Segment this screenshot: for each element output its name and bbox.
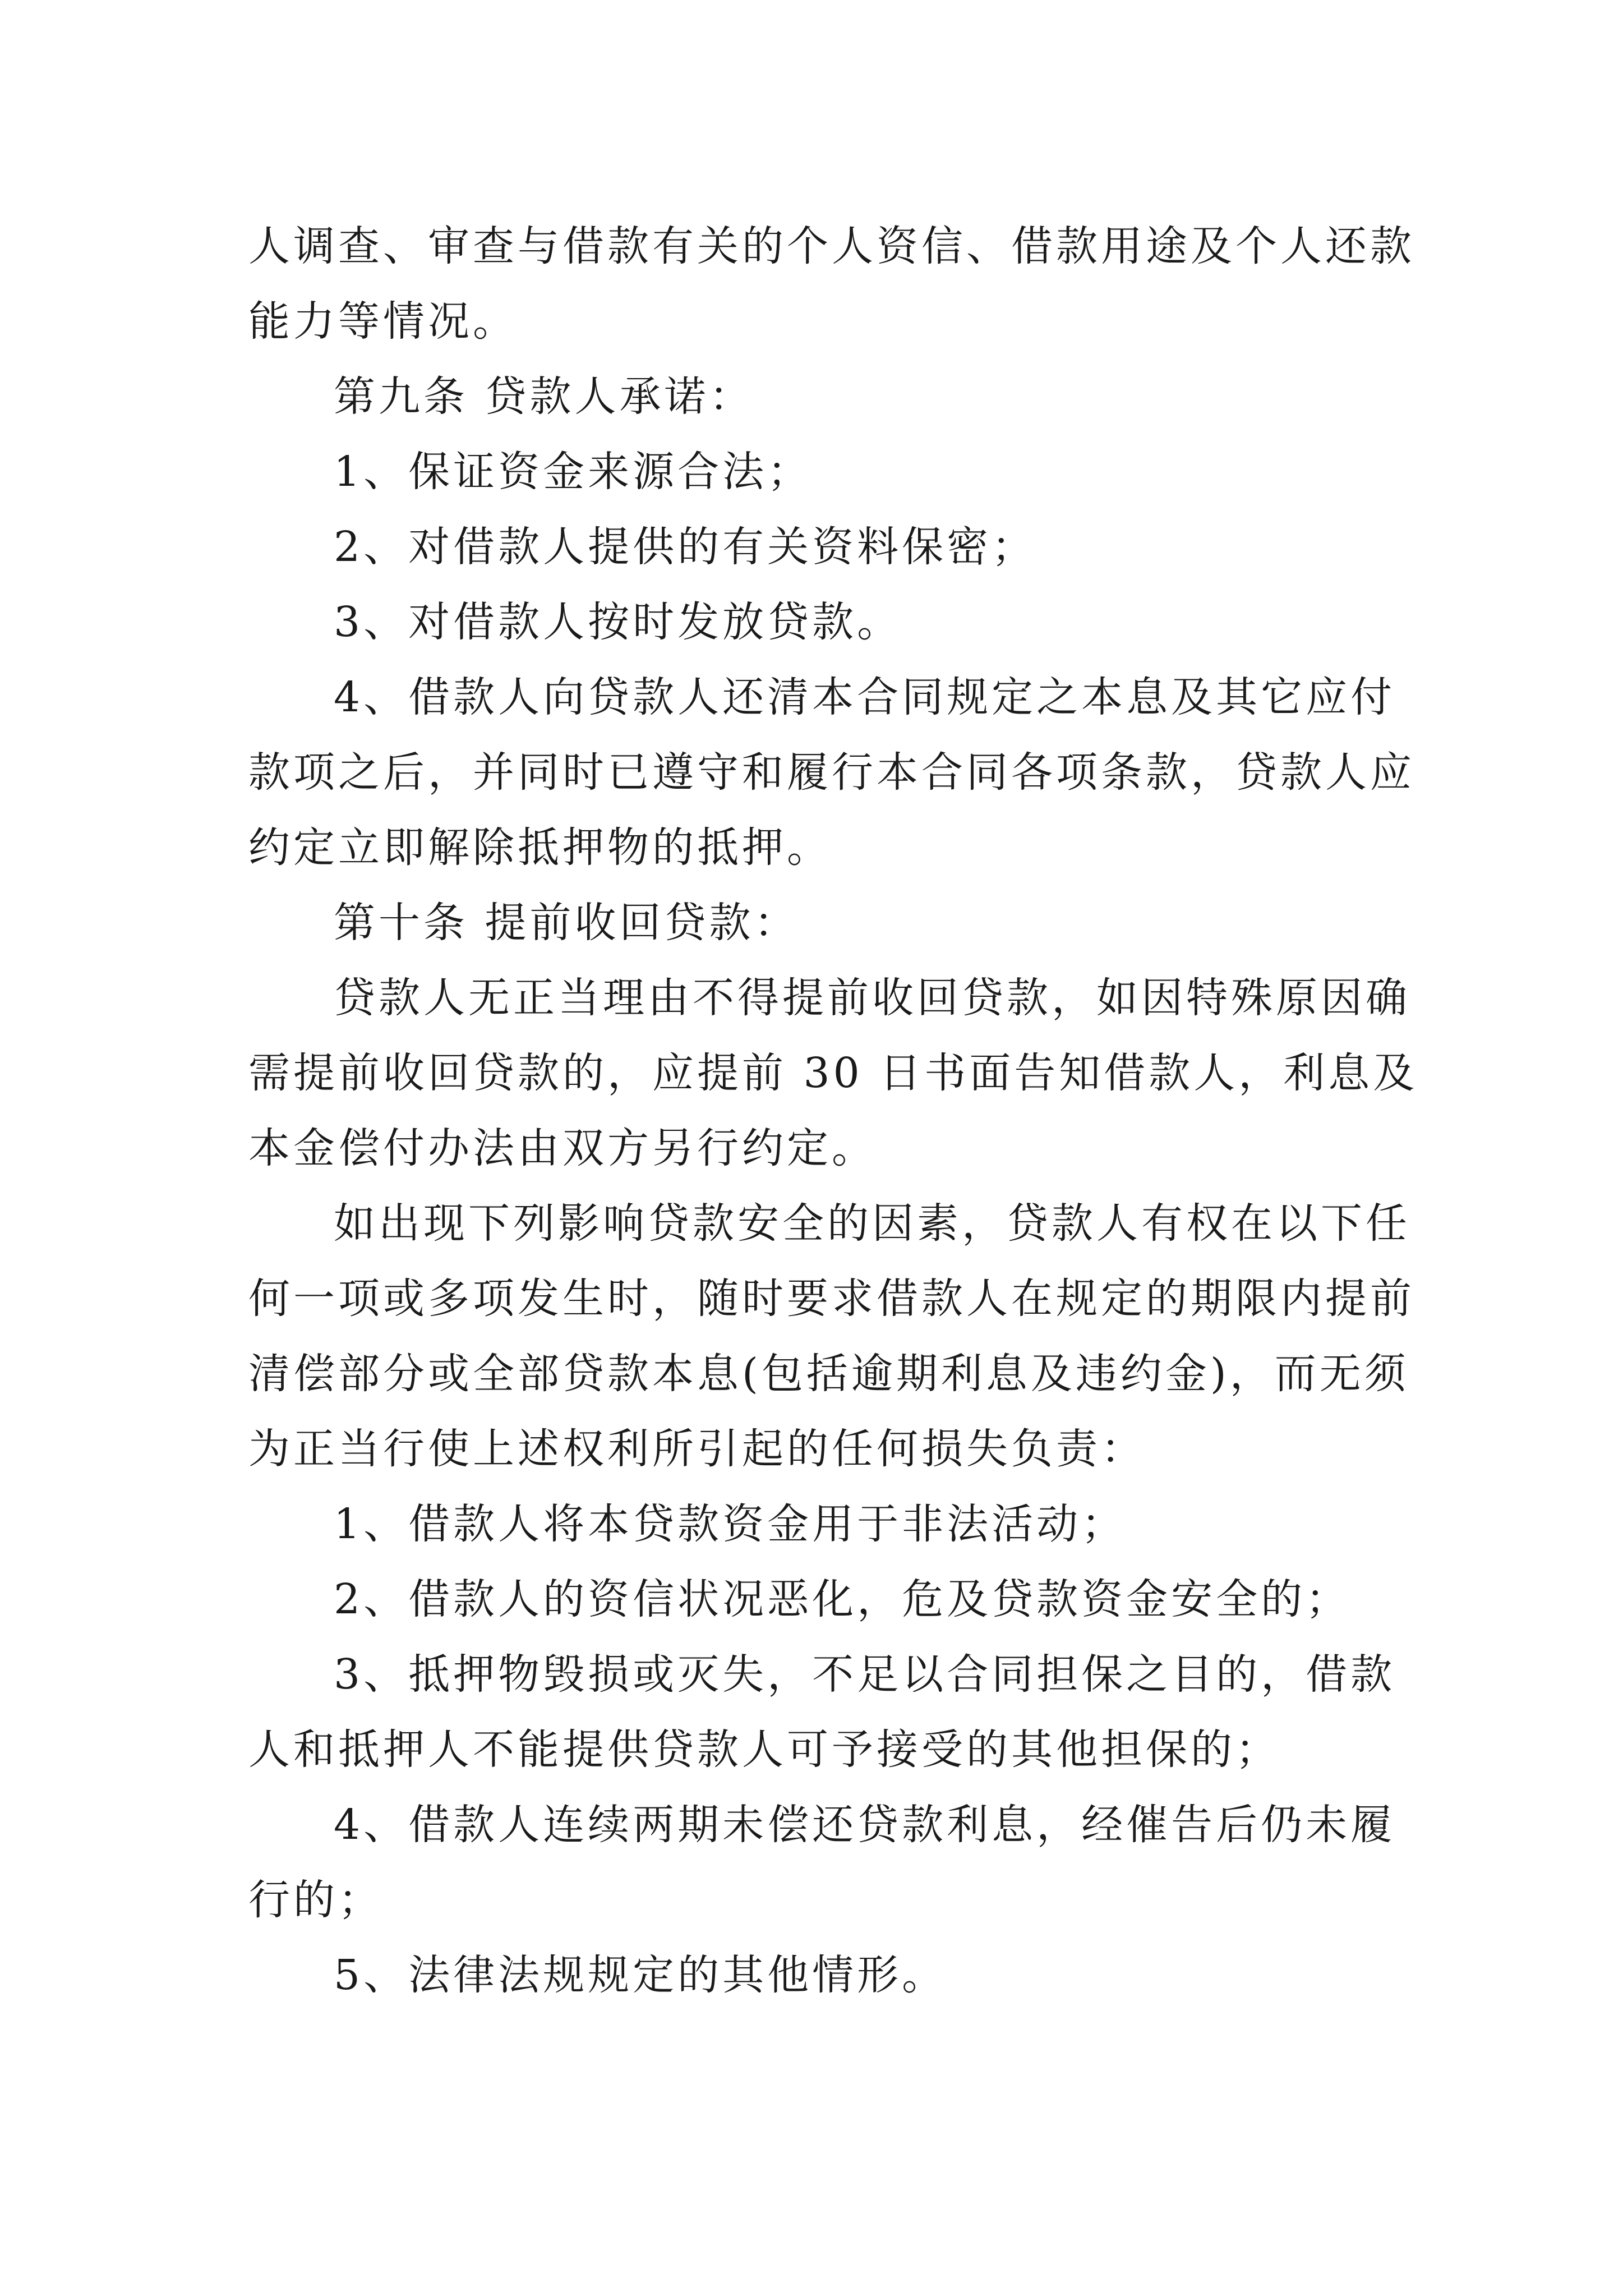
text-line: 本金偿付办法由双方另行约定。 bbox=[248, 1124, 877, 1172]
text-line: 行的； bbox=[248, 1876, 383, 1924]
text-line: 何一项或多项发生时，随时要求借款人在规定的期限内提前 bbox=[248, 1274, 1415, 1323]
text-line: 能力等情况。 bbox=[248, 297, 518, 346]
article-heading: 第十条 提前收回贷款： bbox=[334, 899, 799, 947]
list-item: 1、保证资金来源合法； bbox=[334, 448, 813, 496]
list-item: 3、抵押物毁损或灭失，不足以合同担保之目的，借款 bbox=[334, 1650, 1396, 1699]
text-line: 为正当行使上述权利所引起的任何损失负责： bbox=[248, 1425, 1146, 1473]
text-line: 人和抵押人不能提供贷款人可予接受的其他担保的； bbox=[248, 1726, 1280, 1774]
text-line: 清偿部分或全部贷款本息(包括逾期利息及违约金)，而无须 bbox=[248, 1350, 1409, 1398]
list-item: 5、法律法规规定的其他情形。 bbox=[334, 1951, 947, 1999]
document-body bbox=[248, 209, 1418, 2013]
paragraph-line: 如出现下列影响贷款安全的因素，贷款人有权在以下任 bbox=[334, 1199, 1410, 1248]
list-item: 1、借款人将本贷款资金用于非法活动； bbox=[334, 1500, 1127, 1548]
text-line: 约定立即解除抵押物的抵押。 bbox=[248, 823, 832, 872]
text-line: 需提前收回贷款的，应提前 30 日书面告知借款人，利息及 bbox=[248, 1049, 1418, 1097]
list-item: 2、借款人的资信状况恶化，危及贷款资金安全的； bbox=[334, 1575, 1351, 1623]
list-item: 4、借款人连续两期未偿还贷款利息，经催告后仍未履 bbox=[334, 1801, 1396, 1849]
text-line: 人调查、审查与借款有关的个人资信、借款用途及个人还款 bbox=[248, 222, 1415, 270]
list-item: 4、借款人向贷款人还清本合同规定之本息及其它应付 bbox=[334, 673, 1396, 721]
text-line: 款项之后，并同时已遵守和履行本合同各项条款，贷款人应 bbox=[248, 748, 1415, 797]
article-heading: 第九条 贷款人承诺： bbox=[334, 372, 754, 421]
paragraph-line: 贷款人无正当理由不得提前收回贷款，如因特殊原因确 bbox=[334, 974, 1410, 1022]
list-item: 2、对借款人提供的有关资料保密； bbox=[334, 523, 1037, 571]
list-item: 3、对借款人按时发放贷款。 bbox=[334, 598, 902, 646]
